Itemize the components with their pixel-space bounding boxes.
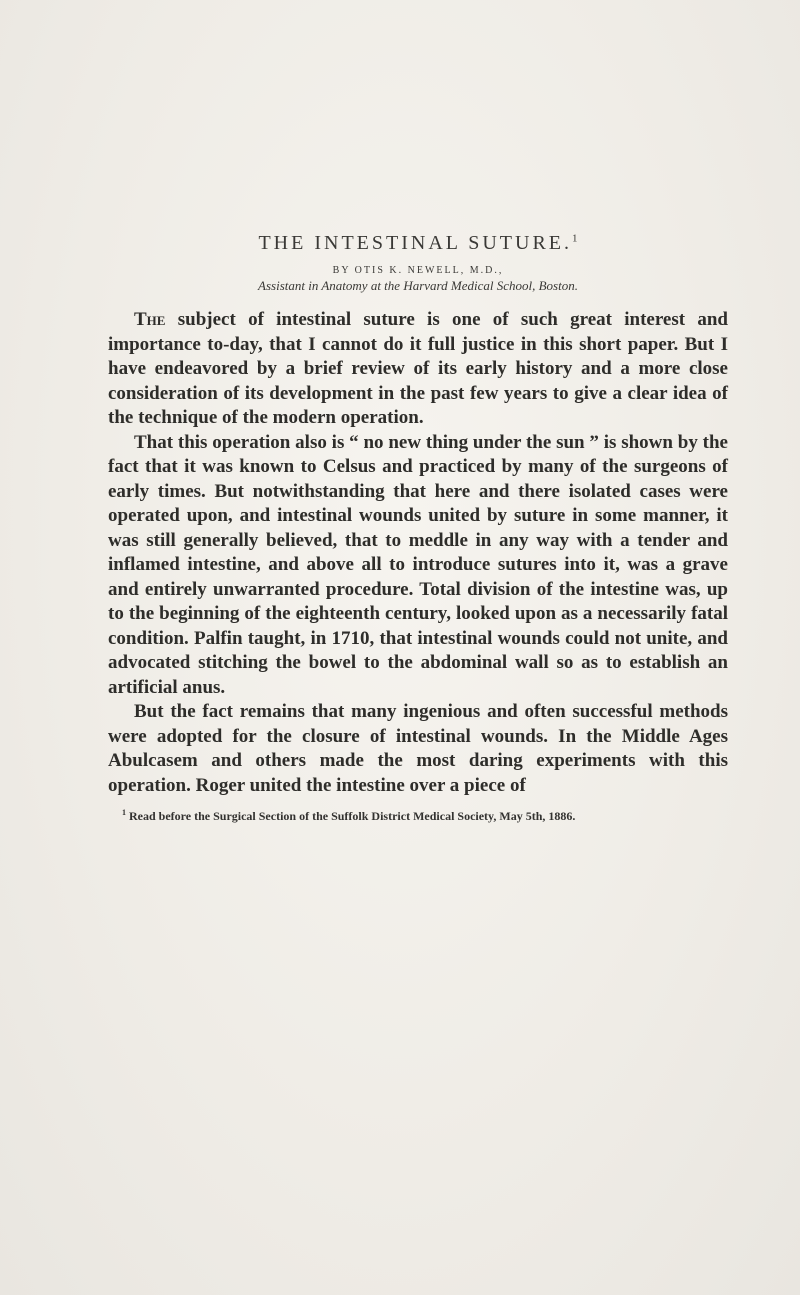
paragraph-2	[108, 431, 728, 701]
paragraph-text: subject of intestinal suture is one of such great interest and importance to-day, that I cannot do it full justice in this short paper. But I have endeavored by a brief review of its early history and a more close consideration of its development in the past few years to give a clear idea of the technique of the modern operation.	[108, 309, 728, 428]
paragraph-text: But the fact remains that many ingenious and often successful methods were adopted for the closure of intestinal wounds. In the Middle Ages Abulcasem and others made the most daring experiments with this operation. Roger united the intestine over a piece of	[108, 701, 728, 796]
article-title-text: THE INTESTINAL SUTURE.	[258, 232, 573, 254]
article-title	[108, 232, 728, 255]
footnote	[108, 806, 728, 823]
paragraph-text: That this operation also is “ no new thing under the sun ” is shown by the fact that it was known to Celsus and practiced by many of the surgeons of early times. But notwithstanding that here and there isolated cases were operated upon, and intestinal wounds united by suture in some manner, it was still generally believed, that to meddle in any way with a tender and inflamed intestine, and above all to introduce sutures into it, was a grave and entirely unwarranted procedure. Total division of the intestine was, up to the beginning of the eighteenth century, looked upon as a necessarily fatal condition. Palfin taught, in 1710, that intestinal wounds could not unite, and advocated stitching the bowel to the abdominal wall so as to establish an artificial anus.	[108, 431, 728, 698]
paragraph-3	[108, 700, 728, 798]
author-byline: BY OTIS K. NEWELL, M.D.,	[332, 265, 504, 276]
author-affiliation: Assistant in Anatomy at the Harvard Medical School, Boston.	[258, 278, 578, 293]
footnote-marker: 1	[122, 808, 126, 817]
title-footnote-marker: 1	[572, 232, 578, 245]
article-column	[108, 232, 728, 823]
paragraph-1	[108, 308, 728, 431]
footnote-text: Read before the Surgical Section of the Suffolk District Medical Society, May 5th, 1886.	[126, 809, 576, 823]
paragraph-lead-word: The	[134, 309, 166, 330]
